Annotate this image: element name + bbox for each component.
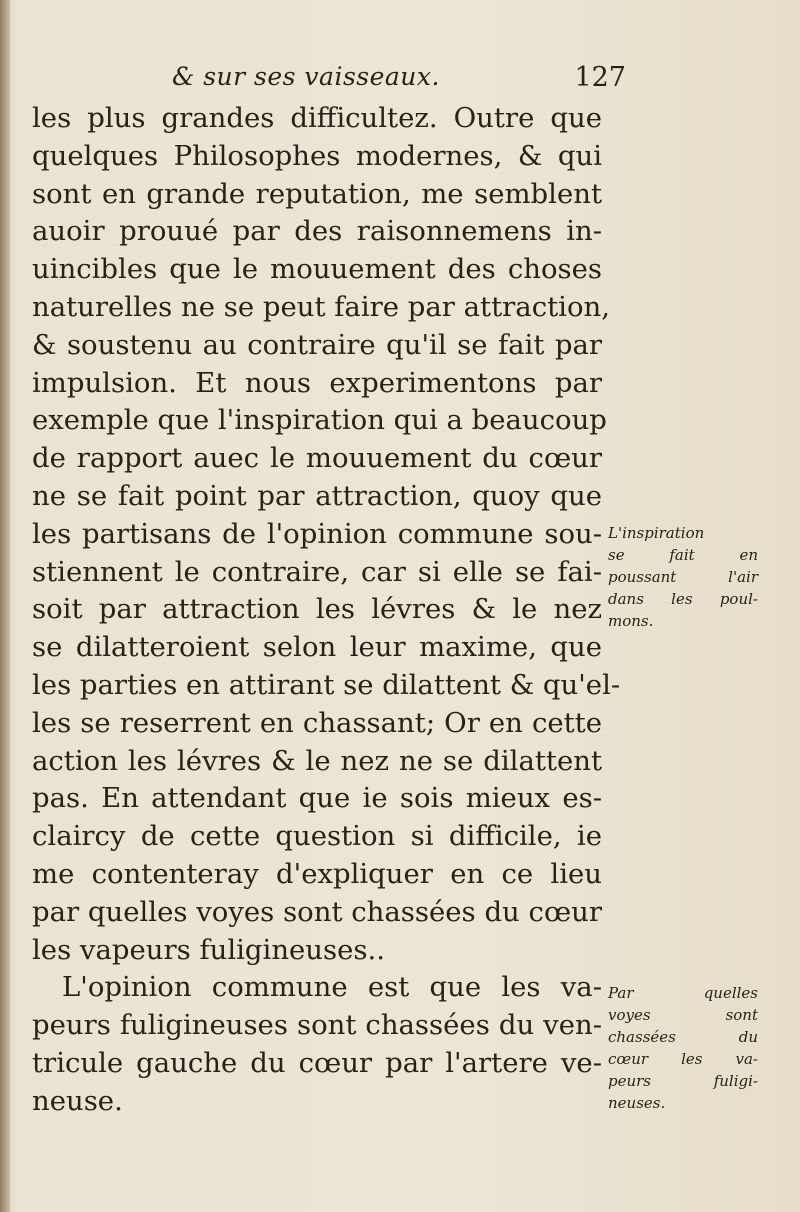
text-line: par quelles voyes sont chassées du cœur xyxy=(32,895,602,928)
text-line: soit par attraction les lévres & le nez xyxy=(32,593,602,626)
margin-note-line: peurs fuligi- xyxy=(608,1072,758,1090)
text-line: ne se fait point par attraction, quoy que xyxy=(32,479,602,512)
margin-note-line: chassées du xyxy=(608,1028,758,1046)
text-line: les partisans de l'opinion commune sou- xyxy=(32,517,602,550)
text-line: les parties en attirant se dilattent & qu'el- xyxy=(32,668,621,701)
text-line: me contenteray d'expliquer en ce lieu xyxy=(32,857,602,890)
margin-note-line: poussant l'air xyxy=(608,568,758,586)
text-line: sont en grande reputation, me semblent xyxy=(32,177,602,210)
text-line: neuse. xyxy=(32,1084,123,1117)
text-line: peurs fuligineuses sont chassées du ven- xyxy=(32,1009,602,1042)
margin-note-line: neuses. xyxy=(608,1094,666,1112)
text-line: uincibles que le mouuement des choses xyxy=(32,253,602,286)
text-line: action les lévres & le nez ne se dilattent xyxy=(32,744,602,777)
text-line: quelques Philosophes modernes, & qui xyxy=(32,139,602,172)
text-line: tricule gauche du cœur par l'artere ve- xyxy=(32,1046,602,1079)
margin-note-line: Par quelles xyxy=(608,984,758,1002)
text-line: pas. En attendant que ie sois mieux es- xyxy=(32,782,602,815)
text-line: auoir prouué par des raisonnemens in- xyxy=(32,215,602,248)
text-line: les vapeurs fuligineuses.. xyxy=(32,933,386,966)
text-line: L'opinion commune est que les va- xyxy=(62,971,602,1004)
margin-note-line: cœur les va- xyxy=(608,1050,758,1068)
text-line: exemple que l'inspiration qui a beaucoup xyxy=(32,404,607,437)
page-header xyxy=(32,62,626,102)
margin-note-line: dans les poul- xyxy=(608,590,758,608)
text-line: stiennent le contraire, car si elle se fai- xyxy=(32,555,602,588)
text-line: naturelles ne se peut faire par attraction, xyxy=(32,290,610,323)
text-line: se dilatteroient selon leur maxime, que xyxy=(32,631,602,664)
text-line: & soustenu au contraire qu'il se fait par xyxy=(32,328,602,361)
page-binding-edge xyxy=(0,0,10,1212)
margin-note-line: se fait en xyxy=(608,546,758,564)
margin-note-line: L'inspiration xyxy=(608,524,705,542)
page-number: 127 xyxy=(574,62,626,93)
text-line: claircy de cette question si difficile, ie xyxy=(32,820,602,853)
margin-note-inspiration xyxy=(608,522,758,632)
margin-note-vapeurs xyxy=(608,982,758,1114)
text-line: impulsion. Et nous experimentons par xyxy=(32,366,602,399)
margin-note-line: mons. xyxy=(608,612,654,630)
running-head: & sur ses vaisseaux. xyxy=(172,62,440,91)
text-line: les plus grandes difficultez. Outre que xyxy=(32,102,602,134)
text-line: de rapport auec le mouuement du cœur xyxy=(32,442,602,475)
body-text xyxy=(32,100,621,1121)
margin-note-line: voyes sont xyxy=(608,1006,758,1024)
text-line: les se reserrent en chassant; Or en cette xyxy=(32,706,602,739)
